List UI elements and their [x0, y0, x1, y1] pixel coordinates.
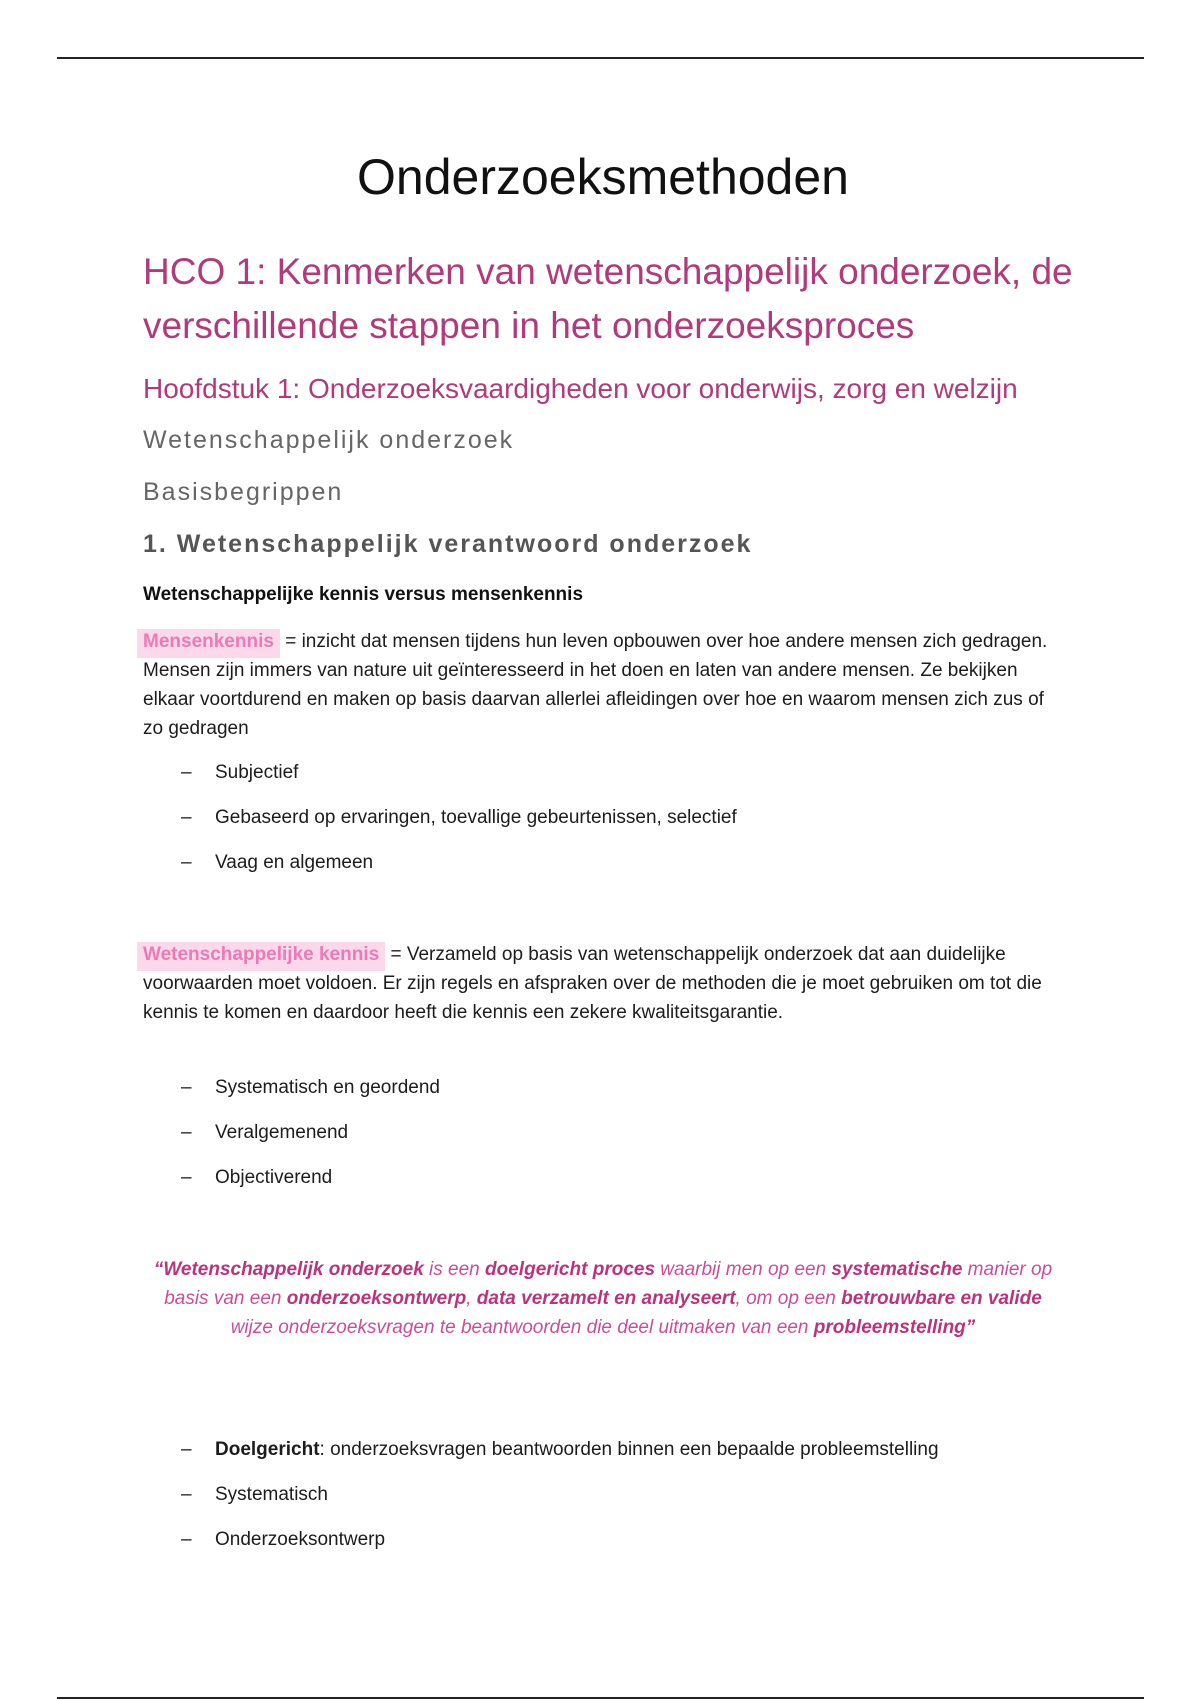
list-item: – Doelgericht: onderzoeksvragen beantwoorden binnen een bepaalde probleemstelling — [181, 1439, 939, 1460]
mensenkennis-paragraph — [143, 627, 1063, 743]
hco-heading: HCO 1: Kenmerken van wetenschappelijk onderzoek, de verschillende stappen in het onderzoeksproces — [143, 251, 1073, 346]
document-title: Onderzoeksmethoden — [357, 149, 849, 205]
chapter-heading: Hoofdstuk 1: Onderzoeksvaardigheden voor onderwijs, zorg en welzijn — [143, 373, 1018, 404]
list-item: – Vaag en algemeen — [181, 852, 374, 873]
bottom-rule — [57, 1697, 1144, 1699]
wetenschappelijke-kennis-paragraph — [143, 940, 1063, 1027]
top-rule — [57, 57, 1144, 59]
wetenschappelijke-kennis-list — [181, 1075, 440, 1210]
mensenkennis-list — [181, 760, 737, 895]
definition-quote: “Wetenschappelijk onderzoek is een doelgericht proces waarbij men op een systematische manier op basis van een onderzoeksontwerp, data verzamelt en analyseert, om op een betrouwbare en valide wijze onderzoeksvragen te beantwoorden die deel uitmaken van een probleemstelling” — [153, 1259, 1053, 1338]
subheading-wetenschappelijk-onderzoek: Wetenschappelijk onderzoek — [143, 426, 515, 454]
list-item: – Gebaseerd op ervaringen, toevallige gebeurtenissen, selectief — [181, 807, 737, 828]
wetenschappelijke-kennis-definition: = Verzameld op basis van wetenschappelijk onderzoek dat aan duidelijke voorwaarden moet voldoen. Er zijn regels en afspraken over de methoden die je moet gebruiken om tot die kennis te komen en daardoor heeft die kennis een zekere kwaliteitsgarantie. — [143, 944, 1042, 1023]
list-item: – Subjectief — [181, 762, 299, 783]
subheading-basisbegrippen: Basisbegrippen — [143, 478, 344, 506]
list-item: – Systematisch en geordend — [181, 1077, 440, 1098]
section-heading: 1. Wetenschappelijk verantwoord onderzoek — [143, 530, 753, 558]
mensenkennis-definition: = inzicht dat mensen tijdens hun leven opbouwen over hoe andere mensen zich gedragen. Mensen zijn immers van nature uit geïnteresseerd in het doen en laten van andere mensen. Ze bekijken elkaar voortdurend en maken op basis daarvan allerlei afleidingen over hoe en waarom mensen zich zus of zo gedragen — [143, 631, 1048, 739]
list-item: – Objectiverend — [181, 1167, 333, 1188]
mensenkennis-term: Mensenkennis — [143, 629, 280, 658]
wetenschappelijke-kennis-term: Wetenschappelijke kennis — [143, 942, 385, 971]
list-item: – Systematisch — [181, 1484, 328, 1505]
characteristics-list — [181, 1437, 939, 1572]
list-item: – Veralgemenend — [181, 1122, 349, 1143]
compare-heading: Wetenschappelijke kennis versus mensenkennis — [143, 584, 584, 605]
list-item: – Onderzoeksontwerp — [181, 1529, 386, 1550]
